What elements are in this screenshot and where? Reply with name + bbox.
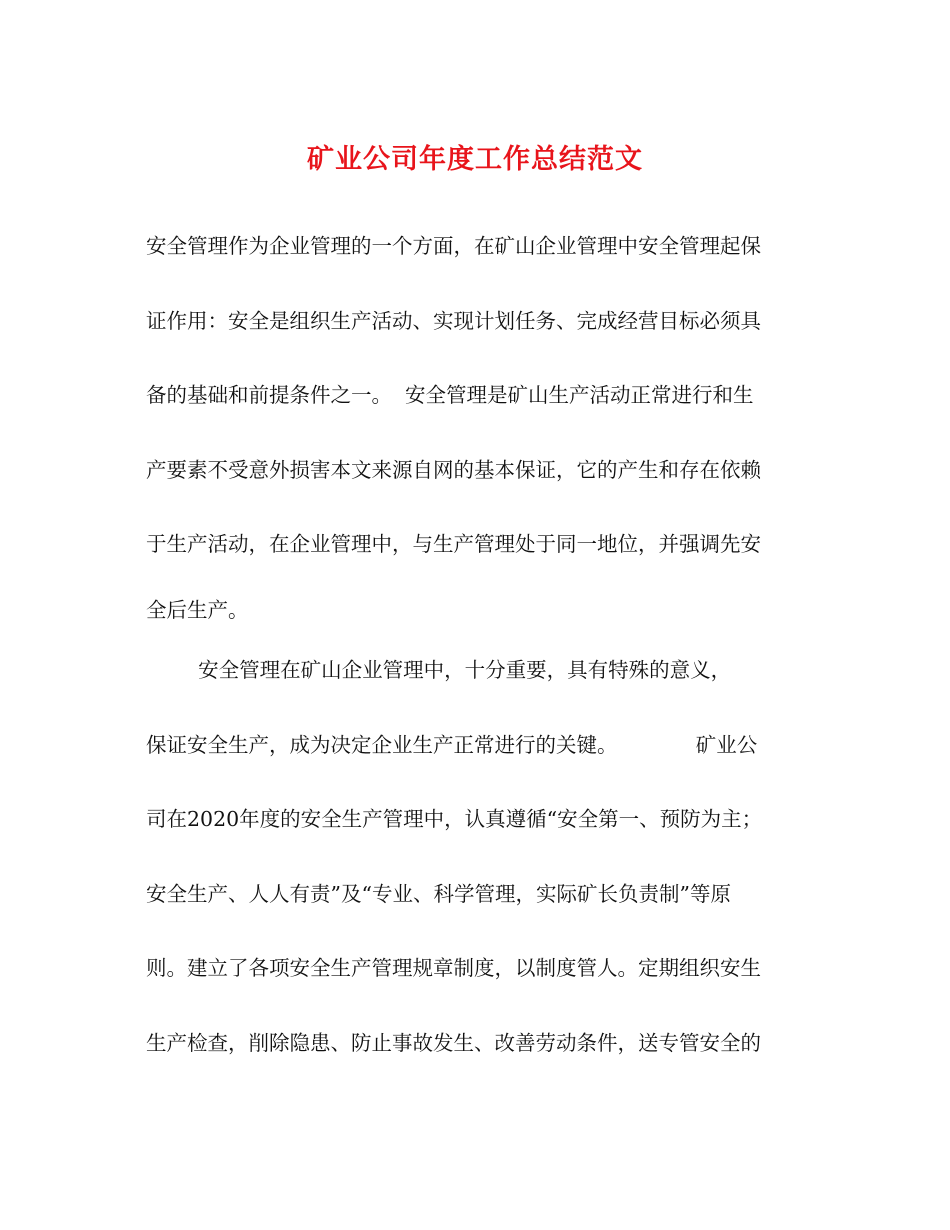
body-line: 保证安全生产，成为决定企业生产正常进行的关键。 矿业公: [146, 733, 758, 757]
document-title: 矿业公司年度工作总结范文: [307, 144, 643, 175]
body-line: 全后生产。: [146, 598, 249, 622]
body-line: 安全管理在矿山企业管理中，十分重要，具有特殊的意义，: [146, 658, 732, 682]
body-line: 备的基础和前提条件之一。 安全管理是矿山生产活动正常进行和生: [146, 383, 754, 407]
body-line: 安全生产、人人有责”及“专业、科学管理，实际矿长负责制”等原: [146, 882, 731, 906]
body-line: 司在2020年度的安全生产管理中，认真遵循“安全第一、预防为主；: [146, 807, 763, 831]
body-line: 安全管理作为企业管理的一个方面，在矿山企业管理中安全管理起保: [146, 234, 761, 258]
body-line: 生产检查，削除隐患、防止事故发生、改善劳动条件，送专管安全的: [146, 1031, 761, 1055]
body-line: 产要素不受意外损害本文来源自网的基本保证，它的产生和存在依赖: [146, 458, 761, 482]
body-line: 于生产活动，在企业管理中，与生产管理处于同一地位，并强调先安: [146, 532, 761, 556]
body-line: 证作用：安全是组织生产活动、实现计划任务、完成经营目标必须具: [146, 309, 761, 333]
body-line: 则。建立了各项安全生产管理规章制度，以制度管人。定期组织安生: [146, 956, 761, 980]
